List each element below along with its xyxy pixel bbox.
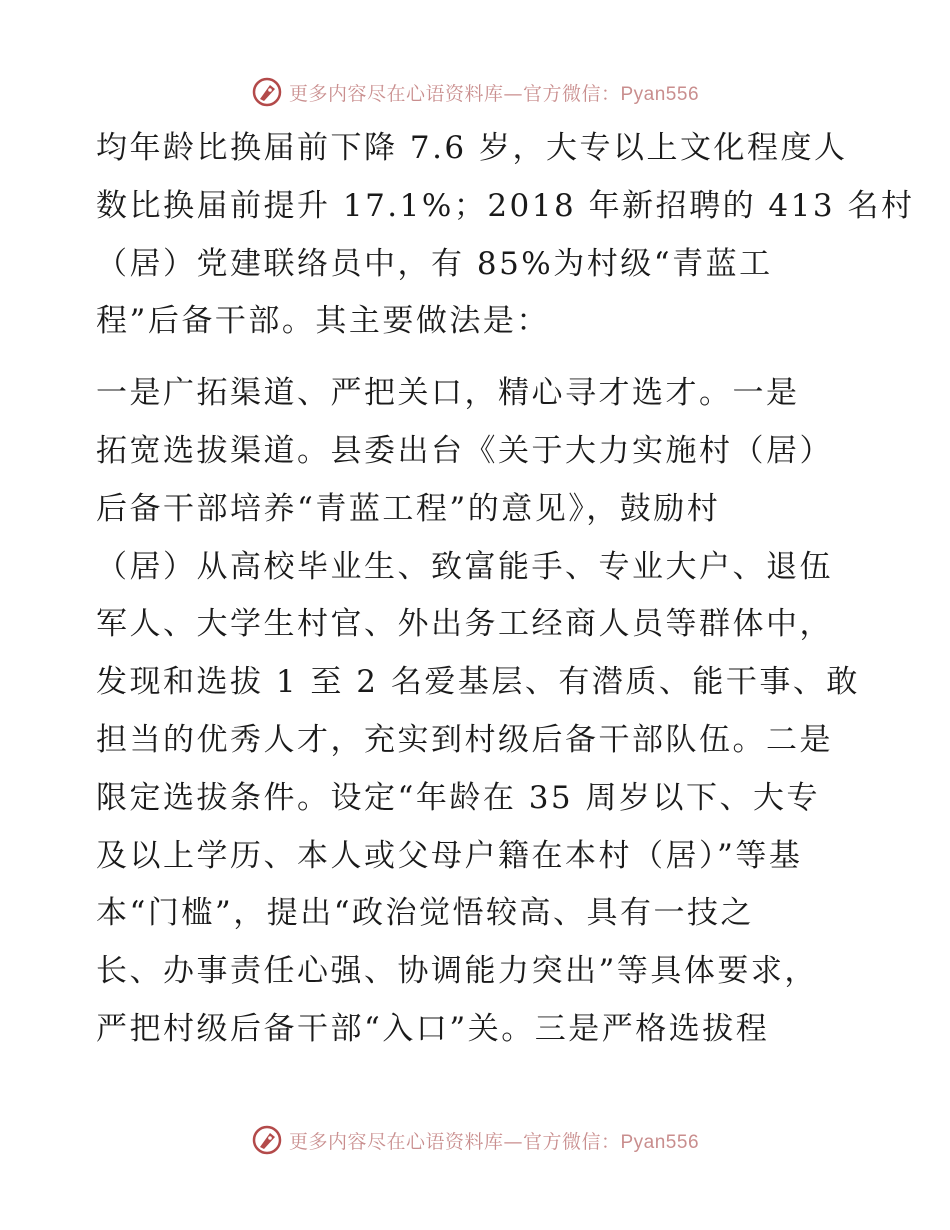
text-line: 数比换届前提升 17.1%；2018 年新招聘的 413 名村 [96, 187, 915, 224]
text-line: （居）党建联络员中，有 85%为村级“青蓝工 [96, 245, 773, 282]
text-line: 本“门槛”，提出“政治觉悟较高、具有一技之 [96, 895, 755, 932]
text-line: 一是广拓渠道、严把关口，精心寻才选才。一是 [96, 375, 800, 412]
text-line: 及以上学历、本人或父母户籍在本村（居）”等基 [96, 837, 803, 874]
text-line: 军人、大学生村官、外出务工经商人员等群体中， [96, 606, 833, 643]
text-line: 发现和选拔 1 至 2 名爱基层、有潜质、能干事、敢 [96, 664, 860, 701]
document-body [96, 120, 915, 1059]
banner-text: 更多内容尽在心语资料库—官方微信：Pyan556 [288, 82, 700, 105]
text-line: 程”后备干部。其主要做法是： [96, 303, 550, 340]
paragraph-2 [96, 365, 860, 1059]
pen-nib-circle-icon [251, 76, 283, 108]
text-line: 长、办事责任心强、协调能力突出”等具体要求， [96, 953, 818, 990]
footer-banner [0, 1120, 950, 1160]
paragraph-1 [96, 120, 915, 351]
text-line: 后备干部培养“青蓝工程”的意见》，鼓励村 [96, 490, 721, 527]
header-banner [0, 72, 950, 112]
text-line: （居）从高校毕业生、致富能手、专业大户、退伍 [96, 548, 833, 585]
text-line: 严把村级后备干部“入口”关。三是严格选拔程 [96, 1010, 770, 1047]
banner-text: 更多内容尽在心语资料库—官方微信：Pyan556 [288, 1130, 700, 1153]
text-line: 限定选拔条件。设定“年龄在 35 周岁以下、大专 [96, 779, 821, 816]
text-line: 拓宽选拔渠道。县委出台《关于大力实施村（居） [96, 432, 833, 469]
text-line: 担当的优秀人才，充实到村级后备干部队伍。二是 [96, 721, 833, 758]
text-line: 均年龄比换届前下降 7.6 岁，大专以上文化程度人 [96, 130, 848, 166]
pen-nib-circle-icon [251, 1124, 283, 1156]
